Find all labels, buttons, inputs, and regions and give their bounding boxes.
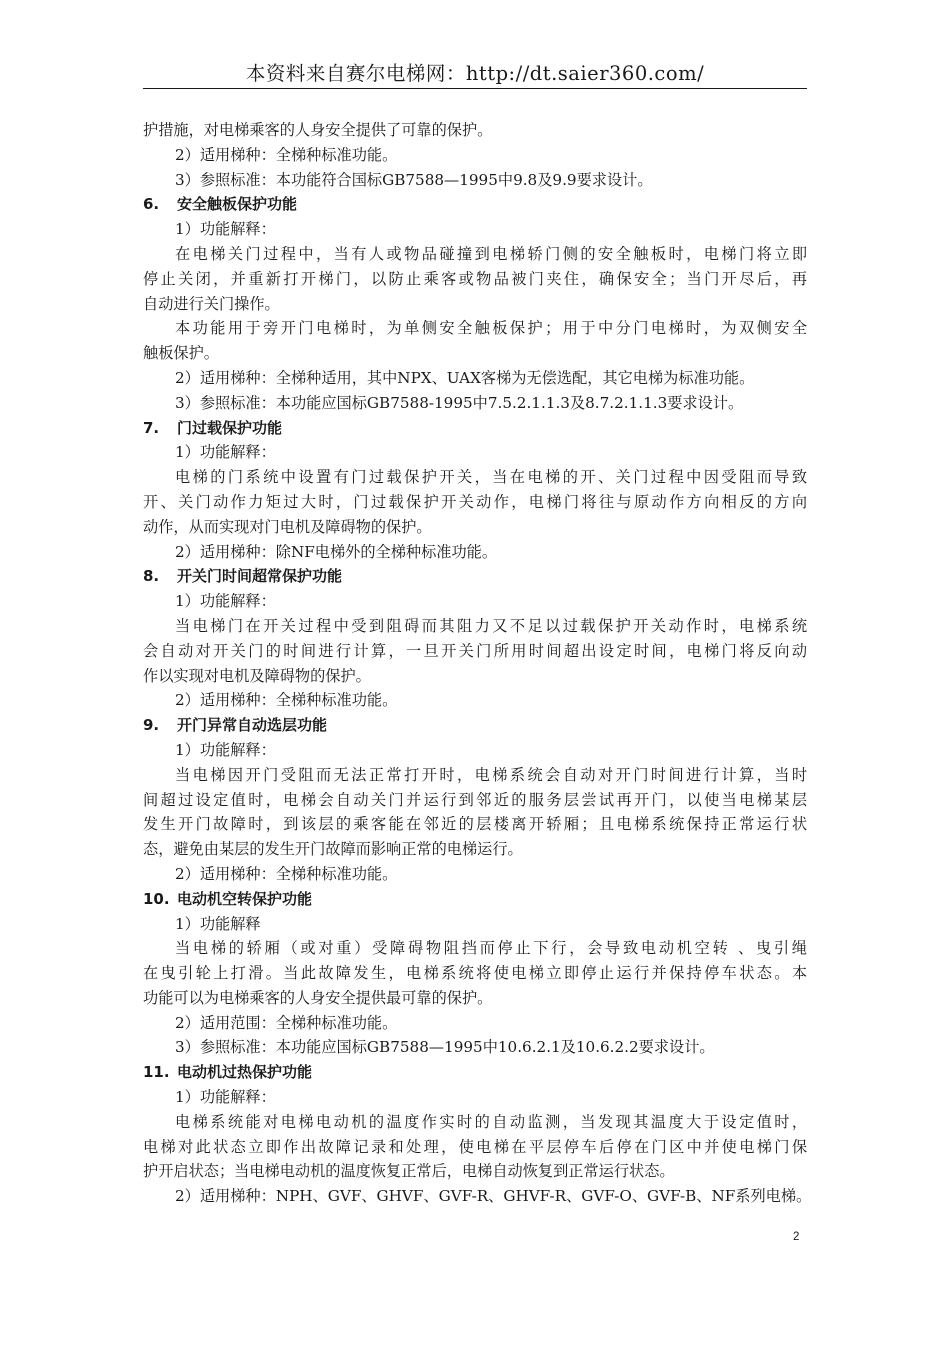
section-number: 11. (143, 1063, 170, 1082)
list-item: 2）适用梯种：除NF电梯外的全梯种标准功能。 (175, 542, 498, 561)
section-heading (143, 1060, 807, 1085)
paragraph-line: 本功能用于旁开门电梯时，为单侧安全触板保护；用于中分门电梯时，为双侧安全 (175, 319, 807, 338)
paragraph-line: 自动进行关门操作。 (143, 294, 280, 313)
paragraph-line: 动作，从而实现对门电机及障碍物的保护。 (143, 517, 432, 536)
paragraph-line: 当电梯的轿厢（或对重）受障碍物阻挡而停止下行，会导致电动机空转 、曳引绳 (175, 939, 807, 958)
paragraph-line: 在电梯关门过程中，当有人或物品碰撞到电梯轿门侧的安全触板时，电梯门将立即 (175, 244, 807, 263)
page-header (143, 40, 807, 90)
section-number: 10. (143, 889, 170, 908)
list-item: 1）功能解释： (175, 443, 276, 462)
list-item: 2）适用梯种：全梯种标准功能。 (175, 864, 398, 883)
list-item: 2）适用梯种：全梯种标准功能。 (175, 691, 398, 710)
page-number: 2 (793, 1231, 800, 1243)
paragraph-line: 当电梯门在开关过程中受到阻碍而其阻力又不足以过载保护开关动作时，电梯系统 (175, 616, 807, 635)
paragraph-line: 在曳引轮上打滑。当此故障发生，电梯系统将使电梯立即停止运行并保持停车状态。本 (143, 964, 807, 983)
section-heading (143, 564, 807, 589)
list-item: 2）适用范围：全梯种标准功能。 (175, 1013, 398, 1032)
list-item: 2）适用梯种：全梯种标准功能。 (175, 145, 398, 164)
paragraph-line: 停止关闭，并重新打开梯门，以防止乘客或物品被门夹住，确保安全；当门开尽后，再 (143, 269, 807, 288)
section-title: 电动机空转保护功能 (177, 889, 313, 908)
section-number: 6. (143, 195, 160, 214)
paragraph-line: 功能可以为电梯乘客的人身安全提供最可靠的保护。 (143, 988, 493, 1007)
header-title: 本资料来自赛尔电梯网：http://dt.saier360.com/ (245, 62, 705, 85)
section-title: 电动机过热保护功能 (177, 1063, 313, 1082)
list-item: 1）功能解释： (175, 740, 276, 759)
section-heading (143, 192, 807, 217)
section-heading (143, 416, 807, 441)
list-item: 3）参照标准：本功能应国标GB7588—1995中10.6.2.1及10.6.2.2要求设计。 (175, 1038, 715, 1057)
section-title: 开门异常自动选层功能 (177, 716, 328, 735)
paragraph-line: 发生开门故障时，到该层的乘客能在邻近的层楼离开轿厢；且电梯系统保持正常运行状 (143, 815, 807, 834)
list-item: 1）功能解释： (175, 220, 276, 239)
paragraph-line: 会自动对开关门的时间进行计算，一旦开关门所用时间超出设定时间，电梯门将反向动 (143, 641, 807, 660)
paragraph-line: 当电梯因开门受阻而无法正常打开时，电梯系统会自动对开门时间进行计算，当时 (175, 765, 807, 784)
section-heading (143, 713, 807, 738)
list-item: 2）适用梯种：NPH、GVF、GHVF、GVF-R、GHVF-R、GVF-O、GVF-B、NF系列电梯。 (175, 1187, 812, 1206)
section-title: 开关门时间超常保护功能 (177, 567, 343, 586)
paragraph-line: 触板保护。 (143, 344, 219, 363)
list-item: 3）参照标准：本功能应国标GB7588-1995中7.5.2.1.1.3及8.7.2.1.1.3要求设计。 (175, 393, 744, 412)
paragraph-line: 间超过设定值时，电梯会自动关门并运行到邻近的服务层尝试再开门，以使当电梯某层 (143, 790, 807, 809)
list-item: 1）功能解释 (175, 914, 261, 933)
section-number: 9. (143, 716, 160, 735)
section-number: 7. (143, 418, 160, 437)
section-heading (143, 887, 807, 912)
header-divider (143, 88, 807, 89)
paragraph-line: 电梯对此状态立即作出故障记录和处理，使电梯在平层停车后停在门区中并使电梯门保 (143, 1137, 807, 1156)
paragraph-line: 态，避免由某层的发生开门故障而影响正常的电梯运行。 (143, 840, 523, 859)
paragraph-line: 护措施，对电梯乘客的人身安全提供了可靠的保护。 (143, 121, 493, 139)
paragraph-line: 护开启状态；当电梯电动机的温度恢复正常后，电梯自动恢复到正常运行状态。 (143, 1162, 675, 1181)
document-body (143, 118, 812, 1209)
list-item: 1）功能解释： (175, 592, 276, 611)
list-item: 3）参照标准：本功能符合国标GB7588—1995中9.8及9.9要求设计。 (175, 170, 653, 189)
list-item: 1）功能解释： (175, 1088, 276, 1107)
section-number: 8. (143, 567, 160, 586)
paragraph-line: 作以实现对电机及障碍物的保护。 (143, 666, 371, 685)
list-item: 2）适用梯种：全梯种适用，其中NPX、UAX客梯为无偿选配，其它电梯为标准功能。 (175, 368, 755, 387)
paragraph-line: 电梯的门系统中设置有门过载保护开关，当在电梯的开、关门过程中因受阻而导致 (175, 468, 807, 487)
section-title: 门过载保护功能 (177, 418, 283, 437)
section-title: 安全触板保护功能 (177, 195, 298, 214)
paragraph-line: 电梯系统能对电梯电动机的温度作实时的自动监测，当发现其温度大于设定值时， (175, 1112, 807, 1131)
paragraph-line: 开、关门动作力矩过大时，门过载保护开关动作，电梯门将往与原动作方向相反的方向 (143, 492, 807, 511)
